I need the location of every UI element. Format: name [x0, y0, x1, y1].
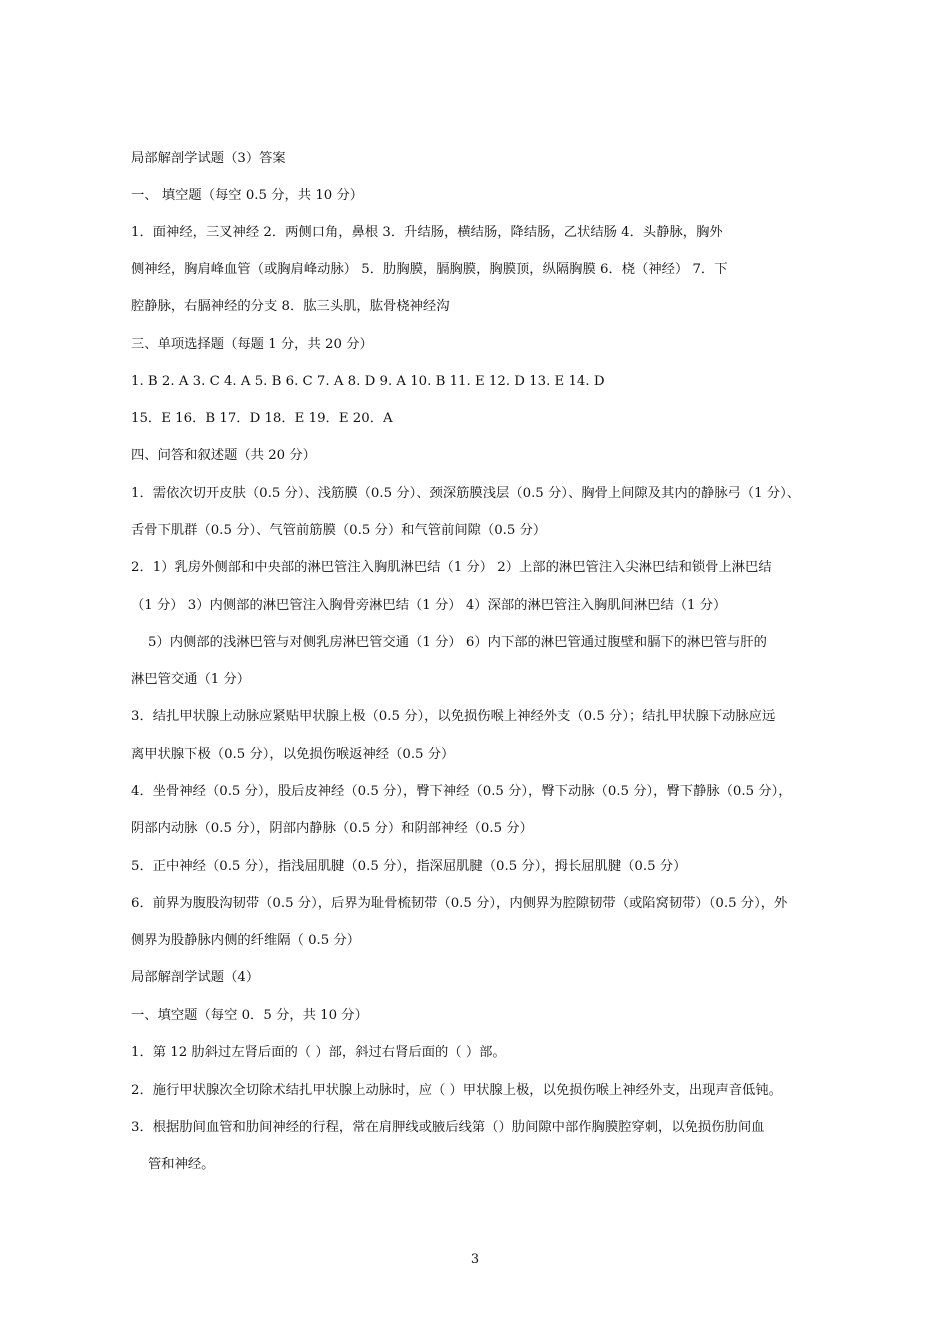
text-line: 腔静脉，右膈神经的分支 8．肱三头肌，肱骨桡神经沟 [131, 299, 450, 314]
question-line: 管和神经。 [148, 1157, 215, 1172]
text-line: 5．正中神经（0.5 分），指浅屈肌腱（0.5 分），指深屈肌腱（0.5 分），拇长屈肌腱（0.5 分） [131, 859, 687, 874]
page-number: 3 [470, 1252, 480, 1267]
text-line: 5）内侧部的浅淋巴管与对侧乳房淋巴管交通（1 分） 6）内下部的淋巴管通过腹壁和膈下的淋巴管与肝的 [148, 635, 767, 650]
question-line: 3．根据肋间血管和肋间神经的行程，常在肩胛线或腋后线第（）肋间隙中部作胸膜腔穿刺，以免损伤肋间血 [131, 1120, 765, 1135]
text-line: （1 分） 3）内侧部的淋巴管注入胸骨旁淋巴结（1 分） 4）深部的淋巴管注入胸肌间淋巴结（1 分） [131, 598, 727, 613]
text-line: 侧界为股静脉内侧的纤维隔（ 0.5 分） [131, 933, 361, 948]
question-line: 2．施行甲状腺次全切除术结扎甲状腺上动脉时，应（ ）甲状腺上极，以免损伤喉上神经外支，出现声音低钝。 [131, 1083, 782, 1098]
answer-row: 15．E 16．B 17．D 18．E 19．E 20．A [131, 411, 393, 426]
text-line: 1．需依次切开皮肤（0.5 分）、浅筋膜（0.5 分）、颈深筋膜浅层（0.5 分）、胸骨上间隙及其内的静脉弓（1 分）、 [131, 486, 801, 501]
text-line: 离甲状腺下极（0.5 分），以免损伤喉返神经（0.5 分） [131, 747, 455, 762]
section-heading-fill-blank: 一、 填空题（每空 0.5 分，共 10 分） [131, 188, 364, 203]
section-heading-fill-blank: 一、填空题（每空 0．5 分，共 10 分） [131, 1008, 368, 1023]
answer-title: 局部解剖学试题（3）答案 [131, 151, 286, 166]
text-line: 阴部内动脉（0.5 分），阴部内静脉（0.5 分）和阴部神经（0.5 分） [131, 821, 533, 836]
text-line: 6．前界为腹股沟韧带（0.5 分），后界为耻骨梳韧带（0.5 分），内侧界为腔隙韧带（或陷窝韧带）（0.5 分），外 [131, 896, 788, 911]
text-line: 1．面神经，三叉神经 2．两侧口角，鼻根 3．升结肠，横结肠，降结肠，乙状结肠 4．头静脉，胸外 [131, 225, 723, 240]
question-line: 1．第 12 肋斜过左肾后面的（ ）部，斜过右肾后面的（ ）部。 [131, 1045, 506, 1060]
section-heading-single-choice: 三、单项选择题（每题 1 分，共 20 分） [131, 337, 373, 352]
answer-row: 1. B 2. A 3. C 4. A 5. B 6. C 7. A 8. D 9. A 10. B 11. E 12. D 13. E 14. D [131, 374, 605, 389]
text-line: 3．结扎甲状腺上动脉应紧贴甲状腺上极（0.5 分），以免损伤喉上神经外支（0.5 分）；结扎甲状腺下动脉应远 [131, 709, 776, 724]
text-line: 4．坐骨神经（0.5 分），股后皮神经（0.5 分），臀下神经（0.5 分），臀下动脉（0.5 分），臀下静脉（0.5 分）， [131, 784, 792, 799]
text-line: 淋巴管交通（1 分） [131, 672, 251, 687]
text-line: 2．1）乳房外侧部和中央部的淋巴管注入胸肌淋巴结（1 分） 2）上部的淋巴管注入尖淋巴结和锁骨上淋巴结 [131, 560, 772, 575]
exam-title: 局部解剖学试题（4） [131, 970, 260, 985]
text-line: 侧神经，胸肩峰血管（或胸肩峰动脉） 5．肋胸膜，膈胸膜，胸膜顶，纵隔胸膜 6．桡（神经） 7．下 [131, 262, 728, 277]
text-line: 舌骨下肌群（0.5 分）、气管前筋膜（0.5 分）和气管前间隙（0.5 分） [131, 523, 547, 538]
section-heading-questions: 四、问答和叙述题（共 20 分） [131, 448, 316, 463]
